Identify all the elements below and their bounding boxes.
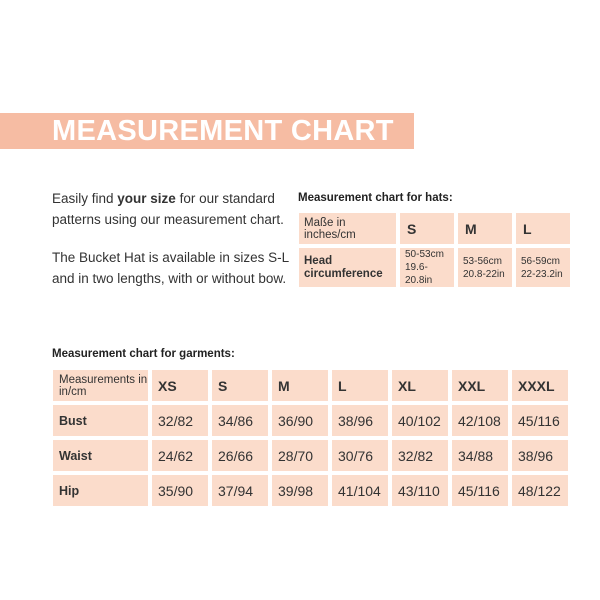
garments-cell: 39/98	[272, 475, 328, 506]
page-title: MEASUREMENT CHART	[52, 115, 394, 147]
garments-size-header: M	[272, 370, 328, 401]
garments-cell: 30/76	[332, 440, 388, 471]
hats-table	[295, 209, 574, 291]
hats-size-header: L	[516, 213, 570, 244]
garments-cell: 36/90	[272, 405, 328, 436]
hats-cell-cm: 50-53cm	[405, 249, 444, 260]
intro-p1-emphasis: your size	[117, 191, 176, 206]
garments-cell: 43/110	[392, 475, 448, 506]
garments-cell: 48/122	[512, 475, 568, 506]
intro-p1-end: for our standard patterns using our measurement chart.	[52, 191, 284, 227]
garments-size-header: XXL	[452, 370, 508, 401]
hats-header-label: Maße in inches/cm	[299, 213, 396, 244]
garments-cell: 34/86	[212, 405, 268, 436]
garments-row-label: Hip	[53, 475, 148, 506]
garments-cell: 24/62	[152, 440, 208, 471]
garments-table	[49, 366, 572, 510]
garments-cell: 34/88	[452, 440, 508, 471]
garments-cell: 38/96	[512, 440, 568, 471]
garments-cell: 37/94	[212, 475, 268, 506]
garments-cell: 28/70	[272, 440, 328, 471]
hats-row-label: Head circumference	[299, 248, 396, 287]
hats-cell-cm: 53-56cm	[463, 255, 502, 267]
intro-paragraph-2: The Bucket Hat is available in sizes S-L and in two lengths, with or without bow.	[52, 250, 289, 286]
garments-size-header: L	[332, 370, 388, 401]
garments-cell: 40/102	[392, 405, 448, 436]
garments-row-label: Bust	[53, 405, 148, 436]
intro-paragraph-1	[52, 188, 297, 230]
garments-cell: 26/66	[212, 440, 268, 471]
garments-size-header: XXXL	[512, 370, 568, 401]
garments-size-header: S	[212, 370, 268, 401]
garments-cell: 32/82	[392, 440, 448, 471]
hats-cell	[516, 248, 570, 287]
garments-header-label: Measurements in in/cm	[53, 370, 148, 401]
hats-row	[299, 248, 570, 287]
garments-cell: 35/90	[152, 475, 208, 506]
hats-size-header: S	[400, 213, 454, 244]
garments-size-header: XS	[152, 370, 208, 401]
garments-size-header: XL	[392, 370, 448, 401]
garments-row-waist	[53, 440, 568, 471]
garments-cell: 41/104	[332, 475, 388, 506]
intro-p1-start: Easily find	[52, 191, 118, 206]
garments-cell: 45/116	[512, 405, 568, 436]
garments-cell: 45/116	[452, 475, 508, 506]
garments-cell: 32/82	[152, 405, 208, 436]
garments-cell: 38/96	[332, 405, 388, 436]
hats-cell-in: 22-23.2in	[521, 268, 563, 280]
intro-text	[52, 188, 297, 289]
hats-cell	[458, 248, 512, 287]
garments-row-label: Waist	[53, 440, 148, 471]
hats-header-row	[299, 213, 570, 244]
hats-cell-in: 19.6-20.8in	[405, 262, 433, 286]
hats-cell	[400, 248, 454, 287]
garments-header-row	[53, 370, 568, 401]
hats-cell-cm: 56-59cm	[521, 255, 560, 267]
garments-table-title: Measurement chart for garments:	[52, 348, 235, 360]
hats-size-header: M	[458, 213, 512, 244]
hats-table-title: Measurement chart for hats:	[298, 192, 453, 204]
garments-row-hip	[53, 475, 568, 506]
garments-row-bust	[53, 405, 568, 436]
garments-cell: 42/108	[452, 405, 508, 436]
hats-cell-in: 20.8-22in	[463, 268, 505, 280]
